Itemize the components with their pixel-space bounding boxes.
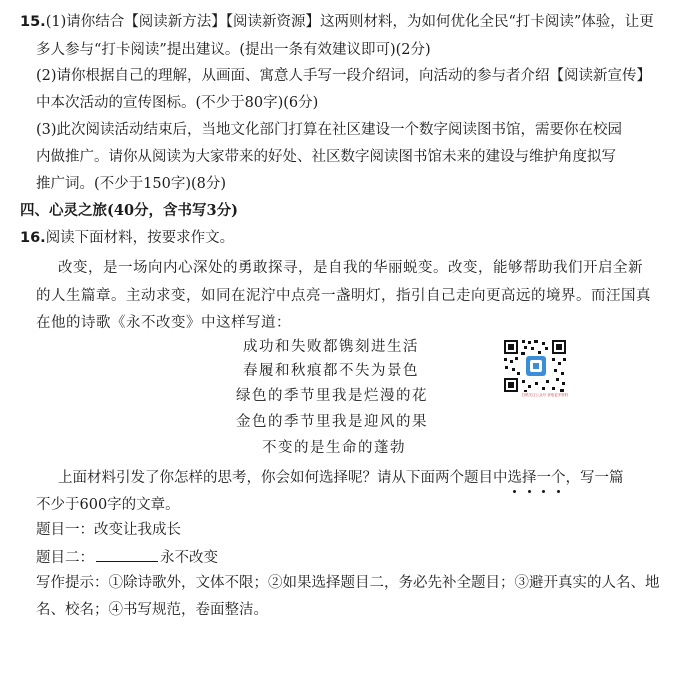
writing-tips-line-2: 名、校名；④书写规范，卷面整洁。 <box>36 602 268 618</box>
q15-part2-line1: (2)请你根据自己的理解，从画面、寓意人手写一段介绍词，向活动的参与者介绍【阅读新宣传】 <box>36 68 652 84</box>
prompt-line-1 <box>58 468 624 488</box>
qr-code-icon <box>500 338 570 394</box>
prompt-text-a: 上面材料引发了你怎样的思考，你会如何选择呢？请从下面两个题目中 <box>58 470 508 486</box>
poem-line-3: 绿色的季节里我是烂漫的花 <box>236 388 428 404</box>
poem-line-1: 成功和失败都镌刻进生活 <box>243 339 419 355</box>
q15-line-1 <box>20 12 654 32</box>
q15-part1-line1: (1)请你结合【阅读新方法】【阅读新资源】这两则材料，为如何优化全民“打卡阅读”体验，让更 <box>45 14 654 30</box>
q15-part1-line2: 多人参与“打卡阅读”提出建议。(提出一条有效建议即可)(2分) <box>36 42 431 58</box>
topic-1: 题目一：改变让我成长 <box>36 522 181 538</box>
topic-2-suffix: 永不改变 <box>160 550 218 566</box>
poem-line-4: 金色的季节里我是迎风的果 <box>236 414 428 430</box>
section-4-heading: 四、心灵之旅(40分，含书写3分) <box>20 202 238 219</box>
material-line-1: 改变，是一场向内心深处的勇敢探寻，是自我的华丽蜕变。改变，能够帮助我们开启全新 <box>58 260 643 276</box>
q16-line-1 <box>20 228 234 248</box>
q16-intro: 阅读下面材料，按要求作文。 <box>45 230 235 246</box>
poem-line-5: 不变的是生命的蓬勃 <box>262 440 406 456</box>
emph-char: 择 <box>522 470 537 486</box>
topic-2-label: 题目二： <box>36 550 94 566</box>
material-line-2: 的人生篇章。主动求变，如同在泥泞中点亮一盏明灯，指引自己走向更高远的境界。而汪国真 <box>36 288 651 304</box>
q15-part3-line2: 内做推广。请你从阅读为大家带来的好处、社区数字阅读图书馆未来的建设与维护角度拟写 <box>36 149 616 165</box>
q15-number: 15. <box>20 14 46 30</box>
emph-char: 一 <box>536 470 551 486</box>
prompt-emphasis <box>508 470 566 486</box>
q15-part2-line2: 中本次活动的宣传图标。(不少于80字)(6分) <box>36 95 319 111</box>
q16-number: 16. <box>20 230 46 246</box>
emph-char: 选 <box>507 470 522 486</box>
topic-2-blank <box>96 547 158 562</box>
material-line-3: 在他的诗歌《永不改变》中这样写道： <box>36 315 291 331</box>
q15-part3-line3: 推广词。(不少于150字)(8分) <box>36 176 227 192</box>
qr-caption: 扫码关注公众号 获取更多资料 <box>521 393 569 397</box>
q15-part3-line1: (3)此次阅读活动结束后，当地文化部门打算在社区建设一个数字阅读图书馆，需要你在校园 <box>36 122 623 138</box>
writing-tips-line-1: 写作提示：①除诗歌外，文体不限；②如果选择题目二，务必先补全题目；③避开真实的人名、地 <box>36 575 660 591</box>
emph-char: 个 <box>551 470 566 486</box>
topic-2 <box>36 547 218 568</box>
poem-line-2: 春履和秋痕都不失为景色 <box>243 363 419 379</box>
prompt-text-b: ，写一篇 <box>565 470 624 486</box>
prompt-line-2: 不少于600字的文章。 <box>36 497 180 513</box>
